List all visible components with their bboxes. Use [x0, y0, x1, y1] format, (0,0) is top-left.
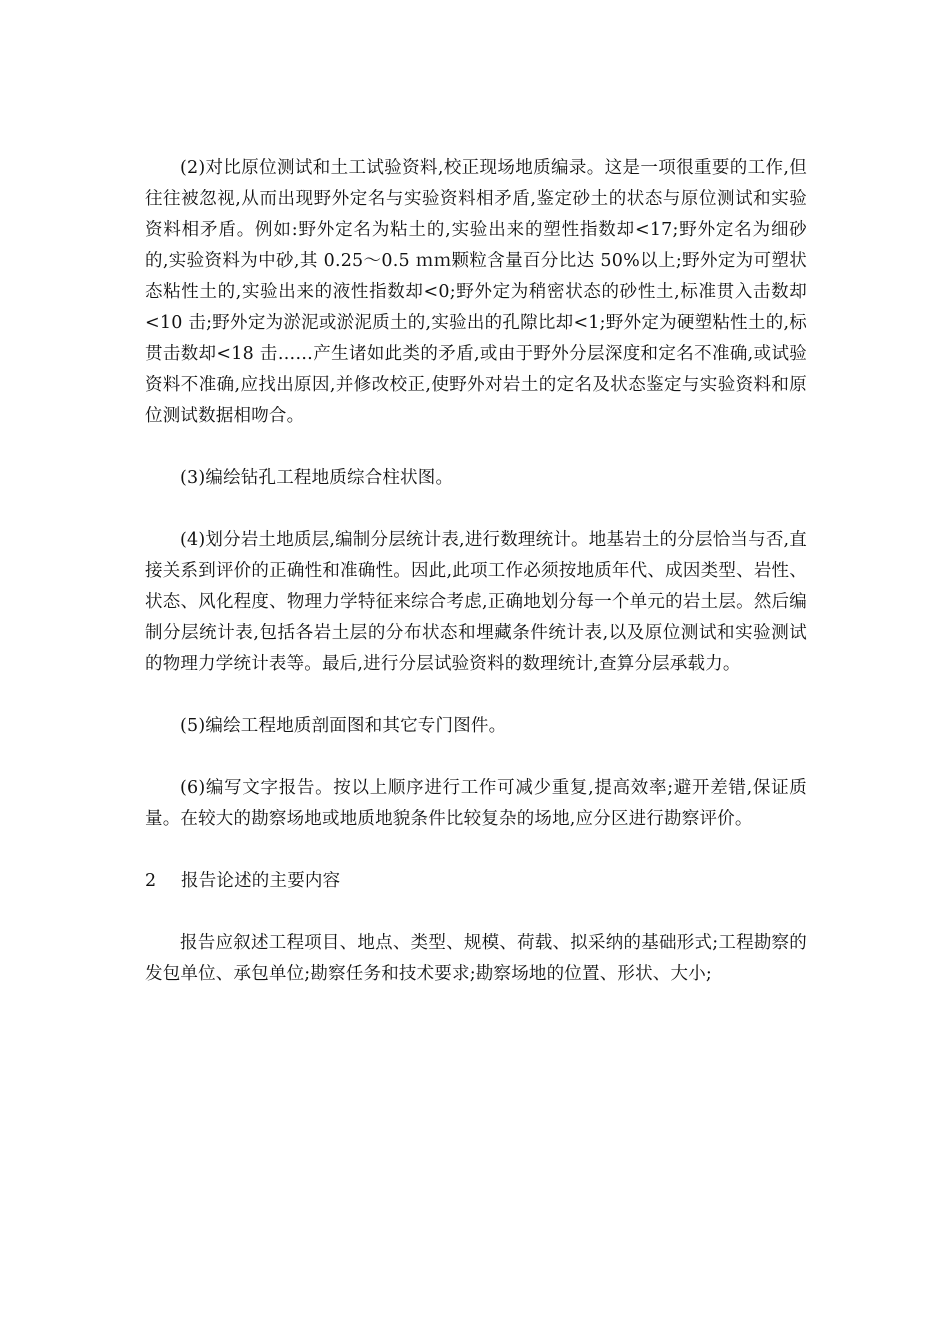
section-title: 报告论述的主要内容	[181, 871, 341, 891]
paragraph-item-2: (2)对比原位测试和土工试验资料,校正现场地质编录。这是一项很重要的工作,但往往被忽视,从而出现野外定名与实验资料相矛盾,鉴定砂土的状态与原位测试和实验资料相矛盾。例如:野外定名为粘土的,实验出来的塑性指数却<17;野外定名为细砂的,实验资料为中砂,其 0.25～0.5 ｍｍ颗粒含量百分比达 50%以上;野外定为可塑状态粘性土的,实验出来的液性指数却<0;野外定为稍密状态的砂性土,标准贯入击数却<10 击;野外定为淤泥或淤泥质土的,实验出的孔隙比却<1;野外定为硬塑粘性土的,标贯击数却<18 击……产生诸如此类的矛盾,或由于野外分层深度和定名不准确,或试验资料不准确,应找出原因,并修改校正,使野外对岩土的定名及状态鉴定与实验资料和原位测试数据相吻合。	[145, 158, 807, 426]
document-page	[145, 153, 807, 990]
paragraph-item-4: (4)划分岩土地质层,编制分层统计表,进行数理统计。地基岩土的分层恰当与否,直接关系到评价的正确性和准确性。因此,此项工作必须按地质年代、成因类型、岩性、状态、风化程度、物理力学特征来综合考虑,正确地划分每一个单元的岩土层。然后编制分层统计表,包括各岩土层的分布状态和埋藏条件统计表,以及原位测试和实验测试的物理力学统计表等。最后,进行分层试验资料的数理统计,查算分层承载力。	[145, 530, 807, 674]
section-heading	[145, 866, 807, 897]
paragraph-gap	[145, 897, 807, 928]
paragraph-gap	[145, 742, 807, 773]
section-number: 2	[145, 871, 157, 891]
paragraph-item-3: (3)编绘钻孔工程地质综合柱状图。	[180, 468, 454, 488]
paragraph-gap	[145, 432, 807, 463]
paragraph-gap	[145, 835, 807, 866]
paragraph-report-content: 报告应叙述工程项目、地点、类型、规模、荷载、拟采纳的基础形式;工程勘察的发包单位、承包单位;勘察任务和技术要求;勘察场地的位置、形状、大小;	[145, 933, 807, 984]
paragraph-item-6: (6)编写文字报告。按以上顺序进行工作可减少重复,提高效率;避开差错,保证质量。在较大的勘察场地或地质地貌条件比较复杂的场地,应分区进行勘察评价。	[145, 778, 807, 829]
paragraph-item-5: (5)编绘工程地质剖面图和其它专门图件。	[180, 716, 507, 736]
paragraph-gap	[145, 494, 807, 525]
paragraph-gap	[145, 680, 807, 711]
